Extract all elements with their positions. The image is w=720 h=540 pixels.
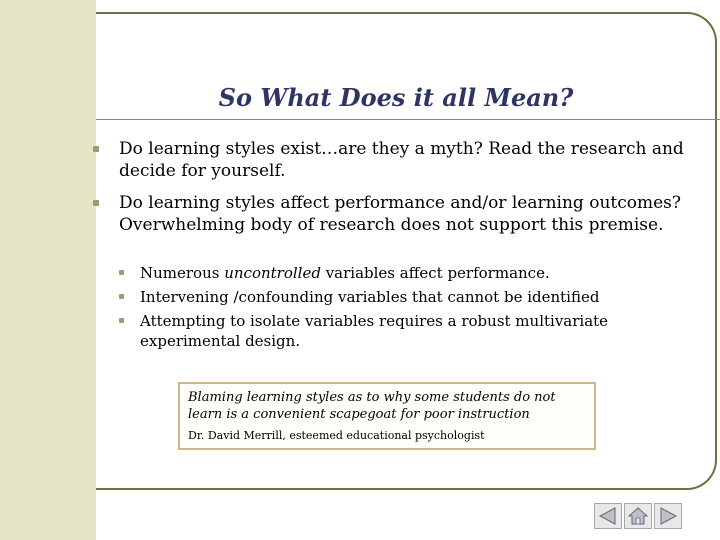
next-slide-button[interactable] [654, 503, 682, 529]
previous-slide-button[interactable] [594, 503, 622, 529]
quote-box [178, 382, 596, 450]
bullet-marker [93, 200, 99, 206]
bullet-text: Do learning styles exist…are they a myth? Read the research and decide for yourself. [119, 139, 684, 181]
left-accent-band [0, 0, 96, 540]
quote-text: Blaming learning styles as to why some students do not learn is a convenient scapegoat for poor instruction [188, 390, 556, 422]
triangle-right-icon [655, 504, 681, 528]
sub-bullet-emphasis: uncontrolled [224, 264, 321, 282]
sub-bullet-text-end: variables affect performance. [320, 264, 550, 282]
sub-bullet-text [140, 263, 550, 283]
sub-bullet-text: Intervening /confounding variables that cannot be identified [140, 288, 600, 306]
sub-bullet-marker [119, 294, 124, 299]
bullet-marker [93, 146, 99, 152]
house-icon [625, 504, 651, 528]
home-button[interactable] [624, 503, 652, 529]
sub-bullet-text: Attempting to isolate variables requires a robust multivariate experimental design. [140, 312, 609, 350]
title-divider [96, 119, 720, 120]
quote-author: Dr. David Merrill, esteemed educational psychologist [188, 429, 485, 442]
triangle-left-icon [595, 504, 621, 528]
slide-title: So What Does it all Mean? [218, 83, 574, 112]
sub-bullet-marker [119, 270, 124, 275]
sub-bullet-text-start: Numerous [140, 264, 225, 282]
sub-bullet-marker [119, 318, 124, 323]
bullet-text: Do learning styles affect performance and/or learning outcomes? Overwhelming body of research does not support this premise. [119, 193, 682, 235]
